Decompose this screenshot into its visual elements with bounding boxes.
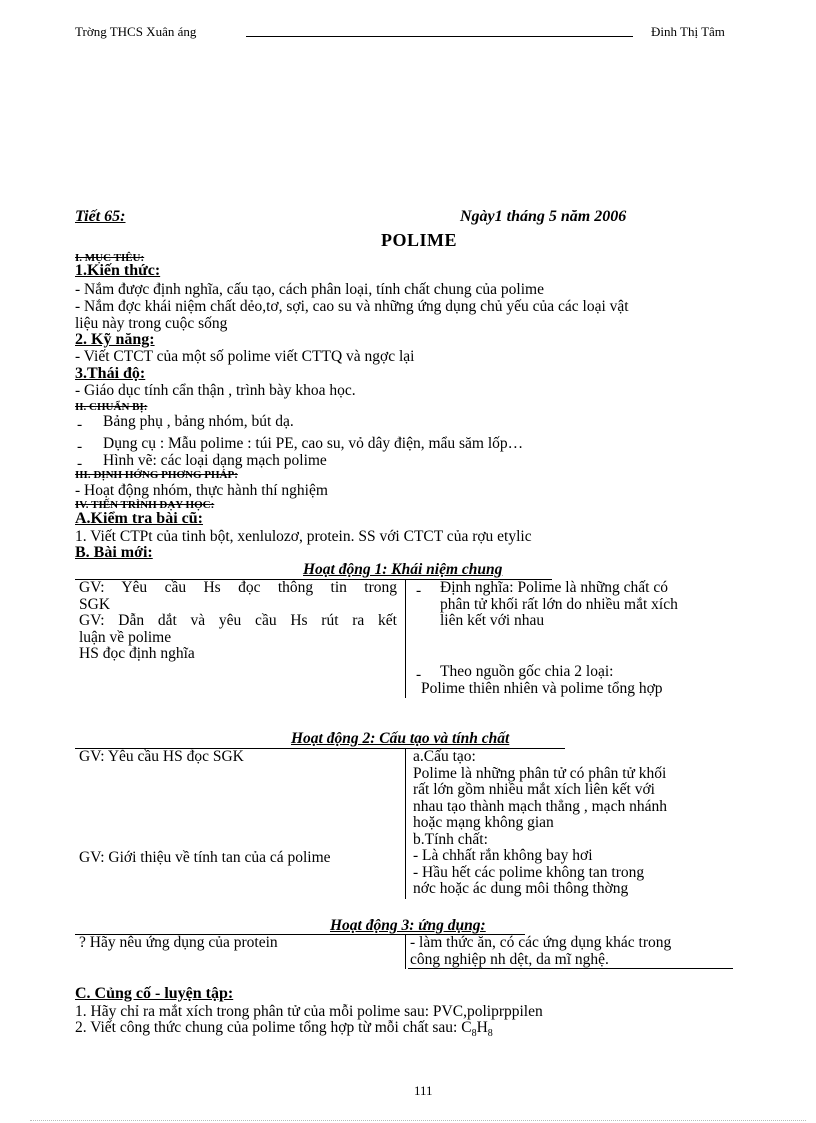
activity-3-right — [410, 935, 671, 968]
method-item-1: - Hoạt động nhóm, thực hành thí nghiệm — [75, 482, 328, 499]
review-heading: C. Củng cố - luyện tập: — [75, 985, 234, 1002]
activity-1-divider — [405, 580, 406, 698]
activity-1-left-line: GV: Dẫn dắt và yêu cầu Hs rút ra kết — [79, 612, 397, 629]
attitude-heading: 3.Thái độ: — [75, 365, 146, 382]
list-bullet: - — [77, 438, 83, 455]
prep-item-3: Hình vẽ: các loại dạng mạch polime — [103, 452, 327, 469]
formula-h-subscript: 8 — [487, 1028, 493, 1040]
definition-line: Định nghĩa: Polime là những chất có — [440, 579, 668, 596]
section-method-heading: III. ĐỊNH HỚNG PHƠNG PHÁP: — [75, 469, 238, 481]
list-bullet: - — [77, 455, 83, 472]
activity-3-divider — [405, 935, 406, 969]
activity-3-bottom-rule — [408, 968, 733, 969]
lesson-period: Tiết 65: — [75, 208, 126, 225]
activity-2-left-1: GV: Yêu cầu HS đọc SGK — [79, 748, 244, 765]
definition-line: phân tử khối rất lớn do nhiều mắt xích — [440, 595, 678, 613]
property-line: b.Tính chất: — [413, 830, 488, 848]
activity-1-left — [79, 580, 397, 663]
activity-3-left: ? Hãy nêu ứng dụng của protein — [79, 934, 278, 951]
property-line: - Hầu hết các polime không tan trong — [413, 863, 645, 881]
review-item-2-text: 2. Viết công thức chung của polime tổng hợp từ mỗi chất sau: — [75, 1019, 462, 1036]
section-preparation-heading: II. CHUẨN BỊ: — [75, 401, 148, 413]
page-bottom-border — [30, 1120, 806, 1121]
prep-item-2: Dụng cụ : Mẫu polime : túi PE, cao su, vỏ dây điện, mẩu săm lốp… — [103, 435, 524, 452]
activity-1-origin: Theo nguồn gốc chia 2 loại: — [440, 663, 614, 680]
property-line: - Là chhất rắn không bay hơi — [413, 847, 593, 864]
header-school: Trờng THCS Xuân áng — [75, 24, 197, 39]
application-line: công nghiệp nh dệt, da mĩ nghệ. — [410, 950, 609, 968]
activity-1-title: Hoạt động 1: Khái niệm chung — [303, 561, 503, 578]
lesson-date: Ngày1 tháng 5 năm 2006 — [460, 208, 627, 225]
attitude-item-1: - Giáo dục tính cẩn thận , trình bày khoa học. — [75, 382, 356, 399]
prep-item-1: Bảng phụ , bảng nhóm, bút dạ. — [103, 413, 294, 430]
new-lesson-heading: B. Bài mới: — [75, 544, 153, 561]
activity-2-left-2: GV: Giới thiệu về tính tan của cá polime — [79, 849, 331, 866]
knowledge-heading: 1.Kiến thức: — [75, 262, 161, 279]
activity-2-title: Hoạt động 2: Cấu tạo và tính chất — [291, 730, 510, 747]
structure-line: Polime là những phân tử có phân tử khối — [413, 764, 667, 782]
check-heading: A.Kiểm tra bài cũ: — [75, 510, 203, 527]
formula-h: H — [476, 1019, 488, 1036]
activity-2-right — [413, 749, 667, 898]
activity-3-title: Hoạt động 3: ứng dụng: — [330, 917, 486, 934]
header-teacher: Đinh Thị Tâm — [651, 24, 725, 39]
page-title: POLIME — [381, 230, 458, 250]
list-bullet: - — [416, 582, 422, 599]
page-number: 111 — [414, 1083, 433, 1098]
activity-1-definition — [440, 580, 678, 630]
list-bullet: - — [77, 416, 83, 433]
skill-item-1: - Viết CTCT của một số polime viết CTTQ và ngợc lại — [75, 348, 415, 365]
activity-1-left-line: SGK — [79, 595, 111, 613]
structure-line: rất lớn gồm nhiều mắt xích liên kết với — [413, 781, 655, 798]
list-bullet: - — [416, 666, 422, 683]
section-objectives-heading: I. MỤC TIÊU: — [75, 252, 145, 264]
structure-line: nhau tạo thành mạch thẳng , mạch nhánh — [413, 797, 667, 815]
definition-line: liên kết với nhau — [440, 612, 545, 629]
check-item-1: 1. Viết CTPt của tinh bột, xenlulozơ, protein. SS với CTCT của rợu etylic — [75, 528, 532, 545]
structure-line: a.Cấu tạo: — [413, 748, 476, 765]
skill-heading: 2. Kỹ năng: — [75, 331, 155, 348]
application-line: - làm thức ăn, có các ứng dụng khác trong — [410, 934, 672, 951]
formula-c-subscript: 8 — [471, 1028, 477, 1040]
section-process-heading: IV. TIẾN TRÌNH DẠY HỌC: — [75, 499, 215, 511]
activity-1-left-line: luận về polime — [79, 628, 172, 646]
activity-2-divider — [405, 749, 406, 899]
review-item-2 — [75, 1019, 493, 1039]
activity-1-left-line: GV: Yêu cầu Hs đọc thông tin trong — [79, 579, 397, 596]
knowledge-item-1: - Nắm được định nghĩa, cấu tạo, cách phân loại, tính chất chung của polime — [75, 281, 544, 298]
formula-c: C — [461, 1019, 472, 1036]
review-item-1: 1. Hãy chỉ ra mắt xích trong phân tử của mỗi polime sau: PVC,poliprppilen — [75, 1003, 543, 1020]
property-line: nớc hoặc ác dung môi thông thờng — [413, 880, 629, 897]
knowledge-item-2b: liệu này trong cuộc sống — [75, 315, 228, 332]
activity-1-origin-types: Polime thiên nhiên và polime tổng hợp — [421, 680, 663, 697]
structure-line: hoặc mạng không gian — [413, 814, 554, 831]
header-rule — [246, 36, 633, 37]
knowledge-item-2a: - Nắm đợc khái niệm chất dẻo,tơ, sợi, cao su và những ứng dụng chủ yếu của các loại vật — [75, 298, 629, 315]
activity-1-left-line: HS đọc định nghĩa — [79, 645, 195, 662]
